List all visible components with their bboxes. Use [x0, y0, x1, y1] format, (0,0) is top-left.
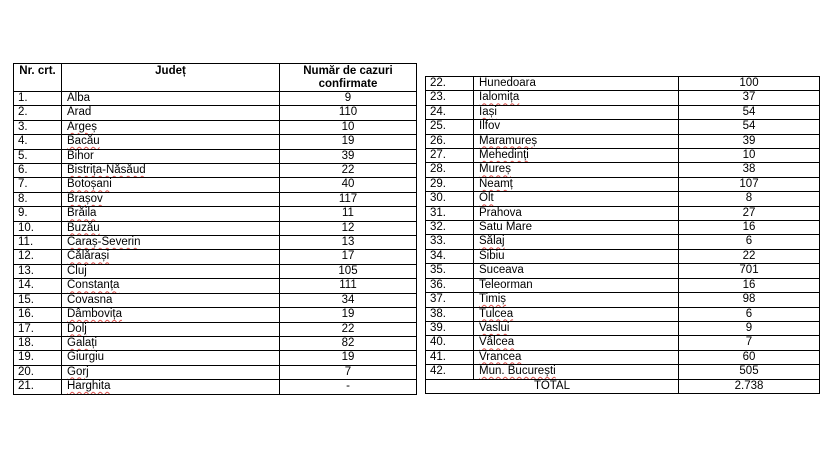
county-name	[474, 120, 679, 134]
table-row	[426, 149, 820, 163]
county-name	[62, 221, 280, 235]
row-number: 39.	[426, 321, 474, 335]
table-row	[426, 91, 820, 105]
county-name-text: Timiș	[479, 293, 507, 306]
confirmed-cases: 111	[280, 279, 417, 293]
county-name	[474, 264, 679, 278]
table-row	[426, 177, 820, 191]
county-name-text: Neamț	[479, 177, 513, 190]
table-row	[426, 221, 820, 235]
confirmed-cases: 17	[280, 250, 417, 264]
header-cases	[280, 64, 417, 92]
county-name-text: Ilfov	[479, 120, 501, 133]
county-name	[474, 206, 679, 220]
county-name-text: Constanța	[67, 279, 120, 292]
county-name-text: Hunedoara	[479, 77, 536, 89]
county-name-text: Mun. București	[479, 365, 556, 378]
county-name-text: Argeș	[67, 120, 98, 133]
row-number: 18.	[14, 336, 62, 350]
row-number: 37.	[426, 293, 474, 307]
confirmed-cases: 16	[679, 278, 820, 292]
row-number: 9.	[14, 207, 62, 221]
table-row	[14, 308, 417, 322]
county-name-text: Olt	[479, 192, 494, 205]
county-name	[474, 307, 679, 321]
county-name	[474, 105, 679, 119]
county-name	[474, 235, 679, 249]
confirmed-cases: 6	[679, 307, 820, 321]
county-name	[62, 279, 280, 293]
row-number: 1.	[14, 92, 62, 106]
county-name-text: Maramureș	[479, 134, 538, 147]
confirmed-cases: 54	[679, 105, 820, 119]
row-number: 24.	[426, 105, 474, 119]
county-name-text: Mureș	[479, 163, 511, 176]
row-number: 20.	[14, 365, 62, 379]
row-number: 42.	[426, 365, 474, 379]
county-name	[474, 91, 679, 105]
confirmed-cases: 27	[679, 206, 820, 220]
table-row	[14, 293, 417, 307]
county-name	[62, 250, 280, 264]
row-number: 32.	[426, 221, 474, 235]
county-name-text: Galați	[67, 336, 98, 349]
county-name	[62, 178, 280, 192]
table-row	[14, 164, 417, 178]
row-number: 27.	[426, 149, 474, 163]
confirmed-cases: 40	[280, 178, 417, 192]
confirmed-cases: 11	[280, 207, 417, 221]
county-name-text: Buzău	[67, 221, 100, 234]
confirmed-cases: 19	[280, 351, 417, 365]
confirmed-cases: 505	[679, 365, 820, 379]
county-name-text: Satu Mare	[479, 221, 533, 234]
table-row	[14, 365, 417, 379]
header-nr: Nr. crt.	[14, 64, 62, 92]
county-name	[62, 192, 280, 206]
confirmed-cases: 98	[679, 293, 820, 307]
county-name-text: Mehedinți	[479, 149, 529, 162]
county-name-text: Arad	[67, 106, 92, 119]
county-name-text: Prahova	[479, 206, 522, 219]
confirmed-cases: 22	[679, 249, 820, 263]
row-number: 22.	[426, 77, 474, 91]
county-name	[62, 351, 280, 365]
row-number: 33.	[426, 235, 474, 249]
county-name	[474, 134, 679, 148]
row-number: 15.	[14, 293, 62, 307]
confirmed-cases: 54	[679, 120, 820, 134]
row-number: 28.	[426, 163, 474, 177]
row-number: 41.	[426, 350, 474, 364]
county-name	[474, 336, 679, 350]
county-name	[62, 120, 280, 134]
confirmed-cases: 9	[679, 321, 820, 335]
county-name	[474, 192, 679, 206]
table-header-row	[14, 64, 417, 92]
county-name-text: Călărași	[67, 250, 110, 263]
county-name	[62, 365, 280, 379]
row-number: 21.	[14, 380, 62, 394]
table-row	[426, 249, 820, 263]
table-row	[426, 206, 820, 220]
confirmed-cases: 701	[679, 264, 820, 278]
row-number: 23.	[426, 91, 474, 105]
county-name	[474, 249, 679, 263]
confirmed-cases: 7	[280, 365, 417, 379]
table-row	[14, 120, 417, 134]
county-name	[474, 177, 679, 191]
table-row	[14, 351, 417, 365]
county-name-text: Brașov	[67, 192, 103, 205]
county-name	[474, 149, 679, 163]
row-number: 34.	[426, 249, 474, 263]
row-number: 3.	[14, 120, 62, 134]
table-row	[426, 192, 820, 206]
table-row	[14, 135, 417, 149]
row-number: 36.	[426, 278, 474, 292]
confirmed-cases: 100	[679, 77, 820, 91]
table-row	[426, 336, 820, 350]
cases-table-right	[425, 76, 820, 394]
table-row	[426, 293, 820, 307]
table-row	[426, 134, 820, 148]
county-name-text: Tulcea	[479, 307, 514, 320]
table-row	[14, 380, 417, 394]
table-row	[426, 163, 820, 177]
confirmed-cases: 16	[679, 221, 820, 235]
county-name-text: Dolj	[67, 322, 87, 335]
total-label: TOTAL	[426, 379, 679, 393]
confirmed-cases: 9	[280, 92, 417, 106]
table-row	[14, 192, 417, 206]
county-name-text: Ialomița	[479, 91, 520, 104]
table-row	[426, 264, 820, 278]
county-name-text: Covasna	[67, 293, 113, 306]
county-name-text: Cluj	[67, 264, 87, 277]
county-name-text: Vaslui	[479, 321, 510, 334]
county-name	[62, 92, 280, 106]
county-name	[474, 77, 679, 91]
county-name-text: Vâlcea	[479, 336, 515, 349]
confirmed-cases: 38	[679, 163, 820, 177]
county-name-text: Harghita	[67, 380, 111, 393]
row-number: 14.	[14, 279, 62, 293]
confirmed-cases: 12	[280, 221, 417, 235]
county-name-text: Brăila	[67, 207, 97, 220]
county-name	[62, 106, 280, 120]
county-name	[62, 164, 280, 178]
row-number: 13.	[14, 264, 62, 278]
county-name-text: Bihor	[67, 149, 94, 162]
table-row	[14, 250, 417, 264]
row-number: 6.	[14, 164, 62, 178]
table-row	[426, 350, 820, 364]
county-name-text: Dâmbovița	[67, 308, 122, 321]
table-row	[426, 321, 820, 335]
row-number: 10.	[14, 221, 62, 235]
row-number: 26.	[426, 134, 474, 148]
county-name-text: Bacău	[67, 135, 100, 148]
confirmed-cases: 8	[679, 192, 820, 206]
table-row	[426, 278, 820, 292]
row-number: 16.	[14, 308, 62, 322]
county-name	[62, 264, 280, 278]
table-row	[14, 178, 417, 192]
confirmed-cases: 39	[679, 134, 820, 148]
table-row	[14, 207, 417, 221]
table-row	[14, 106, 417, 120]
county-name-text: Suceava	[479, 264, 524, 277]
row-number: 31.	[426, 206, 474, 220]
table-row	[426, 105, 820, 119]
confirmed-cases: 110	[280, 106, 417, 120]
row-number: 7.	[14, 178, 62, 192]
row-number: 4.	[14, 135, 62, 149]
table-row	[14, 236, 417, 250]
county-name-text: Sibiu	[479, 249, 505, 262]
county-name-text: Gorj	[67, 365, 89, 378]
confirmed-cases: 6	[679, 235, 820, 249]
county-name	[62, 380, 280, 394]
row-number: 8.	[14, 192, 62, 206]
county-name-text: Botoșani	[67, 178, 112, 191]
row-number: 5.	[14, 149, 62, 163]
table-row	[426, 307, 820, 321]
county-name	[62, 336, 280, 350]
table-row	[426, 235, 820, 249]
county-name-text: Vrancea	[479, 350, 522, 363]
county-name	[62, 236, 280, 250]
row-number: 35.	[426, 264, 474, 278]
row-number: 38.	[426, 307, 474, 321]
confirmed-cases: 82	[280, 336, 417, 350]
confirmed-cases: 22	[280, 322, 417, 336]
county-name	[474, 350, 679, 364]
confirmed-cases: 10	[280, 120, 417, 134]
confirmed-cases: 34	[280, 293, 417, 307]
county-name	[62, 149, 280, 163]
row-number: 12.	[14, 250, 62, 264]
table-row	[14, 264, 417, 278]
county-name	[62, 322, 280, 336]
county-name	[62, 135, 280, 149]
confirmed-cases: 7	[679, 336, 820, 350]
county-name	[474, 321, 679, 335]
confirmed-cases: 19	[280, 308, 417, 322]
header-county: Județ	[62, 64, 280, 92]
county-name-text: Teleorman	[479, 278, 533, 291]
table-row	[14, 279, 417, 293]
county-name	[474, 221, 679, 235]
header-cases-text: Număr de cazuri confirmate	[303, 65, 393, 90]
row-number: 30.	[426, 192, 474, 206]
confirmed-cases: 107	[679, 177, 820, 191]
row-number: 17.	[14, 322, 62, 336]
confirmed-cases: 105	[280, 264, 417, 278]
table-row	[426, 120, 820, 134]
county-name	[62, 207, 280, 221]
confirmed-cases: 117	[280, 192, 417, 206]
confirmed-cases: 13	[280, 236, 417, 250]
cases-table-left	[13, 63, 417, 395]
confirmed-cases: 39	[280, 149, 417, 163]
row-number: 40.	[426, 336, 474, 350]
confirmed-cases: 22	[280, 164, 417, 178]
row-number: 25.	[426, 120, 474, 134]
table-row	[14, 92, 417, 106]
confirmed-cases: 60	[679, 350, 820, 364]
county-name	[474, 278, 679, 292]
county-name-text: Bistrița-Năsăud	[67, 164, 146, 177]
total-row	[426, 379, 820, 393]
county-name	[474, 293, 679, 307]
row-number: 19.	[14, 351, 62, 365]
table-row	[14, 221, 417, 235]
confirmed-cases: -	[280, 380, 417, 394]
confirmed-cases: 37	[679, 91, 820, 105]
confirmed-cases: 19	[280, 135, 417, 149]
county-name	[474, 163, 679, 177]
row-number: 29.	[426, 177, 474, 191]
table-row	[426, 365, 820, 379]
county-name	[62, 293, 280, 307]
table-row	[14, 149, 417, 163]
county-name-text: Giurgiu	[67, 351, 105, 364]
county-name	[474, 365, 679, 379]
total-value: 2.738	[679, 379, 820, 393]
county-name-text: Caraș-Severin	[67, 236, 141, 249]
county-name-text: Sălaj	[479, 235, 505, 248]
row-number: 11.	[14, 236, 62, 250]
confirmed-cases: 10	[679, 149, 820, 163]
county-name	[62, 308, 280, 322]
row-number: 2.	[14, 106, 62, 120]
county-name-text: Alba	[67, 92, 91, 104]
table-row	[14, 322, 417, 336]
table-row	[14, 336, 417, 350]
county-name-text: Iași	[479, 105, 497, 118]
table-row	[426, 77, 820, 91]
